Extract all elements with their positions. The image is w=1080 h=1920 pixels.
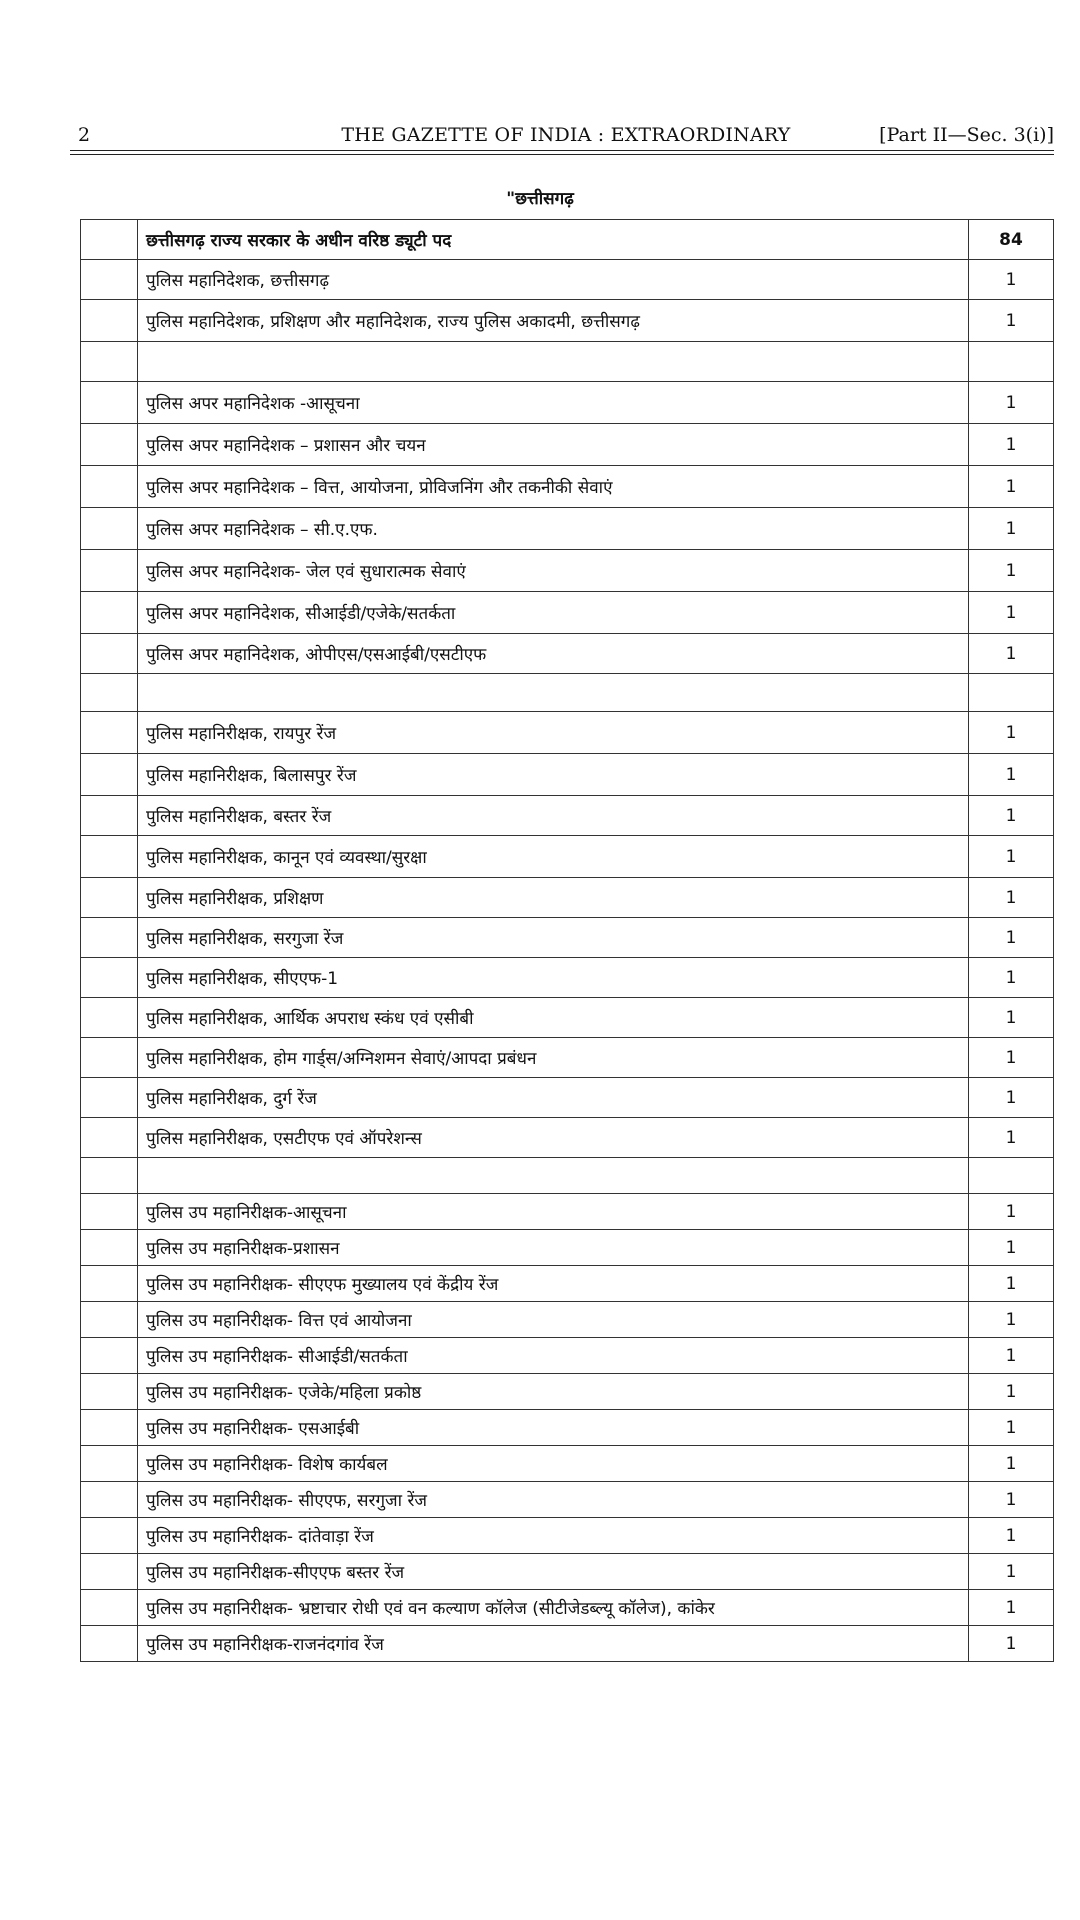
table-row [81,1118,1054,1158]
post-count-cell: 1 [969,1518,1054,1554]
post-count-cell: 1 [969,300,1054,342]
post-label-cell: पुलिस महानिरीक्षक, दुर्ग रेंज [138,1078,969,1118]
header-rule-top [70,150,1054,151]
post-label-cell: पुलिस उप महानिरीक्षक- वित्त एवं आयोजना [138,1302,969,1338]
table-header-row [81,220,1054,260]
serial-cell [81,1338,138,1374]
table-row [81,424,1054,466]
post-label-cell: पुलिस महानिरीक्षक, प्रशिक्षण [138,878,969,918]
serial-cell [81,918,138,958]
post-count-cell: 1 [969,1302,1054,1338]
post-count-cell: 1 [969,878,1054,918]
post-label-cell: पुलिस महानिरीक्षक, एसटीएफ एवं ऑपरेशन्स [138,1118,969,1158]
post-count-cell: 1 [969,1482,1054,1518]
post-label-cell: पुलिस महानिदेशक, छत्तीसगढ़ [138,260,969,300]
post-label-cell: पुलिस महानिरीक्षक, बिलासपुर रेंज [138,754,969,796]
table-row [81,1374,1054,1410]
post-label-cell: पुलिस उप महानिरीक्षक- एसआईबी [138,1410,969,1446]
table-spacer-row [81,674,1054,712]
post-label-cell: पुलिस अपर महानिदेशक- जेल एवं सुधारात्मक सेवाएं [138,550,969,592]
table-row [81,1230,1054,1266]
serial-cell [81,1446,138,1482]
duty-posts-table-body [81,220,1054,1662]
serial-cell [81,674,138,712]
table-row [81,1626,1054,1662]
post-count-cell: 1 [969,918,1054,958]
header-count-cell: 84 [969,220,1054,260]
table-row [81,1446,1054,1482]
table-spacer-row [81,1158,1054,1194]
table-row [81,1302,1054,1338]
gazette-header [78,124,1054,152]
post-count-cell: 1 [969,1338,1054,1374]
table-row [81,878,1054,918]
post-count-cell: 1 [969,466,1054,508]
post-count-cell: 1 [969,1078,1054,1118]
serial-cell [81,1374,138,1410]
table-row [81,508,1054,550]
post-count-cell: 1 [969,1266,1054,1302]
serial-cell [81,260,138,300]
post-label-cell: पुलिस उप महानिरीक्षक- सीएएफ मुख्यालय एवं केंद्रीय रेंज [138,1266,969,1302]
state-heading: "छत्तीसगढ़ [506,189,574,209]
table-row [81,958,1054,998]
serial-cell [81,1302,138,1338]
serial-cell [81,1118,138,1158]
post-count-cell: 1 [969,1410,1054,1446]
post-label-cell: पुलिस उप महानिरीक्षक- सीएएफ, सरगुजा रेंज [138,1482,969,1518]
serial-cell [81,382,138,424]
post-count-cell: 1 [969,260,1054,300]
post-label-cell: पुलिस उप महानिरीक्षक- सीआईडी/सतर्कता [138,1338,969,1374]
table-row [81,1038,1054,1078]
serial-cell [81,466,138,508]
table-row [81,466,1054,508]
duty-posts-table [80,219,1054,1662]
serial-cell [81,712,138,754]
table-row [81,918,1054,958]
post-label-cell: पुलिस अपर महानिदेशक, सीआईडी/एजेके/सतर्कता [138,592,969,634]
post-count-cell: 1 [969,1590,1054,1626]
post-count-cell: 1 [969,550,1054,592]
serial-cell [81,836,138,878]
serial-cell [81,998,138,1038]
table-row [81,1338,1054,1374]
serial-cell [81,1266,138,1302]
post-label-cell [138,1158,969,1194]
post-label-cell: पुलिस अपर महानिदेशक – वित्त, आयोजना, प्रोविजनिंग और तकनीकी सेवाएं [138,466,969,508]
post-label-cell: पुलिस अपर महानिदेशक -आसूचना [138,382,969,424]
post-count-cell: 1 [969,1554,1054,1590]
serial-cell [81,300,138,342]
serial-cell [81,1554,138,1590]
serial-cell [81,1482,138,1518]
table-row [81,754,1054,796]
table-row [81,998,1054,1038]
post-count-cell: 1 [969,1118,1054,1158]
serial-cell [81,592,138,634]
table-row [81,592,1054,634]
gazette-title: THE GAZETTE OF INDIA : EXTRAORDINARY [341,124,791,146]
table-row [81,1266,1054,1302]
table-row [81,634,1054,674]
table-row [81,1482,1054,1518]
post-count-cell: 1 [969,1626,1054,1662]
post-count-cell: 1 [969,1194,1054,1230]
post-label-cell: पुलिस उप महानिरीक्षक- भ्रष्टाचार रोधी एवं वन कल्याण कॉलेज (सीटीजेडब्ल्यू कॉलेज), कांकेर [138,1590,969,1626]
table-spacer-row [81,342,1054,382]
post-label-cell: पुलिस अपर महानिदेशक, ओपीएस/एसआईबी/एसटीएफ [138,634,969,674]
post-count-cell [969,674,1054,712]
table-row [81,1078,1054,1118]
post-count-cell: 1 [969,998,1054,1038]
post-count-cell: 1 [969,754,1054,796]
serial-cell [81,1038,138,1078]
serial-cell [81,634,138,674]
serial-cell [81,1194,138,1230]
serial-cell [81,796,138,836]
post-label-cell: पुलिस महानिरीक्षक, रायपुर रेंज [138,712,969,754]
post-label-cell: पुलिस महानिरीक्षक, सरगुजा रेंज [138,918,969,958]
serial-cell [81,1230,138,1266]
post-label-cell: पुलिस उप महानिरीक्षक-राजनंदगांव रेंज [138,1626,969,1662]
table-row [81,712,1054,754]
post-count-cell: 1 [969,1374,1054,1410]
table-row [81,1554,1054,1590]
post-count-cell: 1 [969,958,1054,998]
duty-posts-table-wrap [80,219,1054,1662]
table-row [81,836,1054,878]
serial-cell [81,1590,138,1626]
post-count-cell [969,342,1054,382]
serial-cell [81,958,138,998]
table-row [81,1590,1054,1626]
serial-cell [81,754,138,796]
post-label-cell: पुलिस महानिदेशक, प्रशिक्षण और महानिदेशक, राज्य पुलिस अकादमी, छत्तीसगढ़ [138,300,969,342]
table-row [81,382,1054,424]
serial-cell [81,878,138,918]
post-count-cell: 1 [969,424,1054,466]
header-label-cell: छत्तीसगढ़ राज्य सरकार के अधीन वरिष्ठ ड्यूटी पद [138,220,969,260]
post-label-cell: पुलिस महानिरीक्षक, बस्तर रेंज [138,796,969,836]
post-label-cell [138,342,969,382]
post-label-cell: पुलिस उप महानिरीक्षक-आसूचना [138,1194,969,1230]
post-label-cell: पुलिस अपर महानिदेशक – सी.ए.एफ. [138,508,969,550]
table-row [81,1518,1054,1554]
table-row [81,1194,1054,1230]
post-count-cell: 1 [969,796,1054,836]
serial-cell [81,1078,138,1118]
serial-cell [81,1158,138,1194]
serial-cell [81,550,138,592]
serial-cell [81,1626,138,1662]
post-count-cell: 1 [969,836,1054,878]
table-row [81,1410,1054,1446]
serial-cell [81,424,138,466]
post-count-cell: 1 [969,1446,1054,1482]
post-label-cell: पुलिस उप महानिरीक्षक- विशेष कार्यबल [138,1446,969,1482]
post-label-cell: पुलिस अपर महानिदेशक – प्रशासन और चयन [138,424,969,466]
serial-cell [81,508,138,550]
post-count-cell [969,1158,1054,1194]
serial-cell [81,342,138,382]
post-label-cell: पुलिस महानिरीक्षक, कानून एवं व्यवस्था/सुरक्षा [138,836,969,878]
part-section: [Part II—Sec. 3(i)] [879,124,1054,146]
table-row [81,260,1054,300]
post-label-cell: पुलिस उप महानिरीक्षक- एजेके/महिला प्रकोष्ठ [138,1374,969,1410]
post-count-cell: 1 [969,634,1054,674]
post-label-cell: पुलिस उप महानिरीक्षक-सीएएफ बस्तर रेंज [138,1554,969,1590]
post-label-cell: पुलिस महानिरीक्षक, आर्थिक अपराध स्कंध एवं एसीबी [138,998,969,1038]
post-count-cell: 1 [969,592,1054,634]
table-row [81,796,1054,836]
post-label-cell: पुलिस उप महानिरीक्षक-प्रशासन [138,1230,969,1266]
serial-cell [81,220,138,260]
serial-cell [81,1518,138,1554]
table-row [81,550,1054,592]
header-rule-bottom [70,154,1054,155]
post-count-cell: 1 [969,1230,1054,1266]
post-label-cell [138,674,969,712]
post-count-cell: 1 [969,508,1054,550]
post-label-cell: पुलिस महानिरीक्षक, सीएएफ-1 [138,958,969,998]
serial-cell [81,1410,138,1446]
post-label-cell: पुलिस महानिरीक्षक, होम गार्ड्स/अग्निशमन सेवाएं/आपदा प्रबंधन [138,1038,969,1078]
page-number: 2 [78,124,91,146]
table-row [81,300,1054,342]
post-count-cell: 1 [969,712,1054,754]
post-count-cell: 1 [969,382,1054,424]
post-count-cell: 1 [969,1038,1054,1078]
post-label-cell: पुलिस उप महानिरीक्षक- दांतेवाड़ा रेंज [138,1518,969,1554]
